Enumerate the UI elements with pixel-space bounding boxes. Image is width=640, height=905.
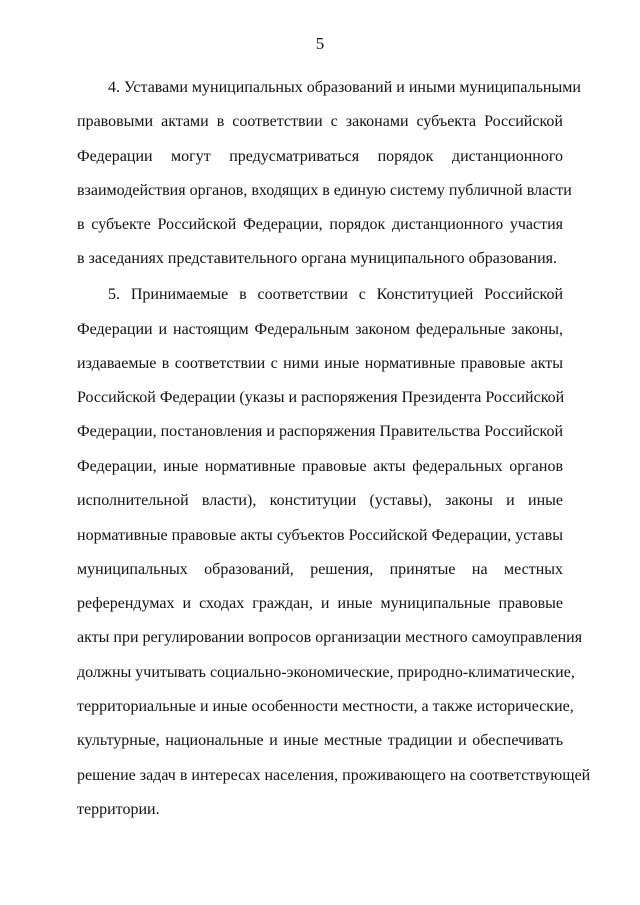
text-line: исполнительной власти), конституции (уставы), законы и иные — [77, 492, 563, 509]
text-line: правовыми актами в соответствии с законами субъекта Российской — [77, 113, 563, 130]
text-line: территории. — [77, 801, 160, 818]
text-line: муниципальных образований, решения, принятые на местных — [77, 561, 563, 578]
text-line: территориальные и иные особенности местности, а также исторические, — [77, 698, 574, 715]
text-line: Федерации, постановления и распоряжения Правительства Российской — [77, 423, 564, 440]
text-line: акты при регулировании вопросов организации местного самоуправления — [77, 629, 583, 646]
text-line: издаваемые в соответствии с ними иные нормативные правовые акты — [77, 355, 563, 372]
text-line: референдумах и сходах граждан, и иные муниципальные правовые — [77, 595, 563, 612]
text-line: взаимодействия органов, входящих в единую систему публичной власти — [77, 182, 572, 199]
text-line: Федерации и настоящим Федеральным законом федеральные законы, — [77, 321, 563, 338]
text-line: Российской Федерации (указы и распоряжения Президента Российской — [77, 389, 565, 406]
text-line: решение задач в интересах населения, проживающего на соответствующей — [77, 767, 591, 784]
text-line: Федерации, иные нормативные правовые акты федеральных органов — [77, 458, 563, 475]
text-line: культурные, национальные и иные местные традиции и обеспечивать — [77, 732, 563, 749]
text-line: должны учитывать социально-экономические, природно-климатические, — [77, 664, 575, 681]
text-line: нормативные правовые акты субъектов Российской Федерации, уставы — [77, 527, 563, 544]
text-line: 5. Принимаемые в соответствии с Конституцией Российской — [108, 286, 563, 303]
text-line: в заседаниях представительного органа муниципального образования. — [77, 250, 558, 267]
page-number: 5 — [315, 34, 325, 53]
text-line: Федерации могут предусматриваться порядок дистанционного — [77, 148, 563, 165]
text-line: в субъекте Российской Федерации, порядок дистанционного участия — [77, 216, 563, 233]
text-line: 4. Уставами муниципальных образований и иными муниципальными — [108, 79, 581, 96]
